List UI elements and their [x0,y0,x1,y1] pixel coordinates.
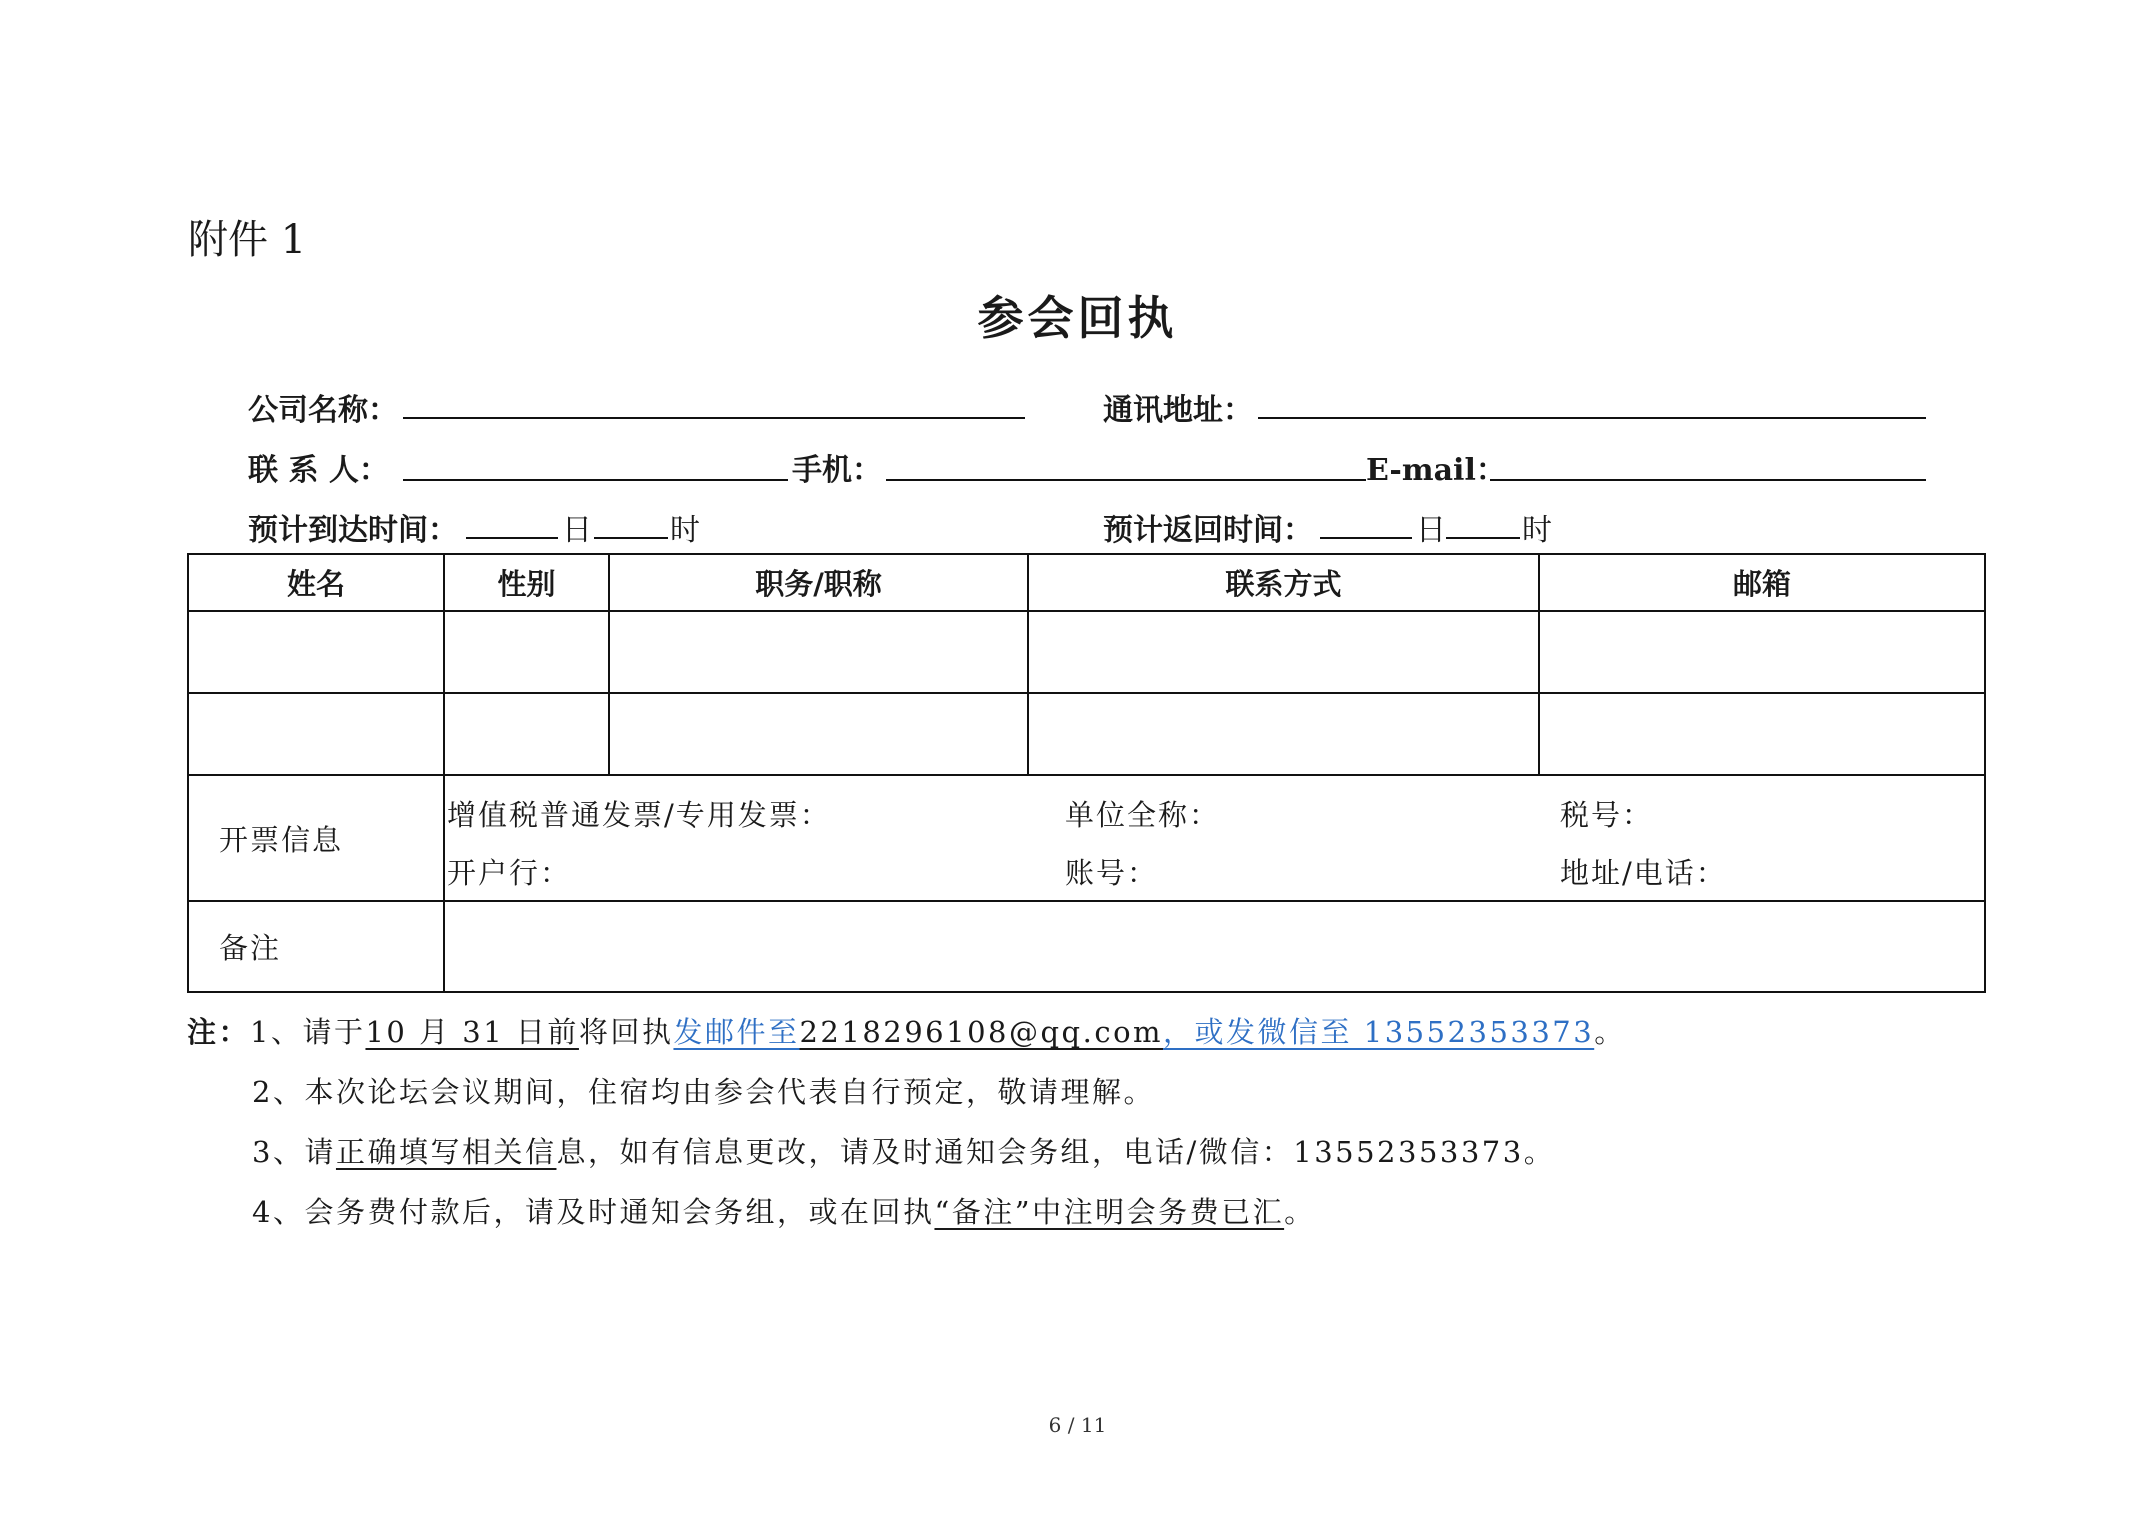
table-cell[interactable] [188,693,444,775]
arrival-hour-unit: 时 [670,513,700,548]
note-1 [187,1002,1626,1062]
table-cell[interactable] [444,611,609,693]
email-field[interactable] [1490,479,1926,481]
address-label: 通讯地址： [1103,393,1253,428]
arrival-hour-field[interactable] [594,537,668,539]
remarks-cell[interactable] [444,901,1985,992]
arrival-day-unit: 日 [562,513,592,548]
company-name-label: 公司名称： [248,393,398,428]
note-4-text: 4、会务费付款后，请及时通知会务组，或在回执 [252,1195,935,1229]
table-cell[interactable] [609,693,1028,775]
return-hour-unit: 时 [1522,513,1552,548]
registration-table [187,553,1986,993]
header-email: 邮箱 [1539,554,1985,611]
invoice-type-label: 增值税普通发票/专用发票： [447,798,831,832]
invoice-info-label: 开票信息 [188,775,444,901]
address-phone-label: 地址/电话： [1560,856,1727,890]
email-link-text[interactable]: 发邮件至 [673,1015,800,1049]
arrival-time-label: 预计到达时间： [248,513,458,548]
mobile-label: 手机： [792,453,882,488]
email-address[interactable]: 2218296108@qq.com [799,1015,1164,1049]
note-1-date: 10 月 31 日前 [365,1015,579,1049]
arrival-day-field[interactable] [466,537,558,539]
mobile-field[interactable] [886,479,1366,481]
attachment-label: 附件 1 [188,217,307,263]
note-1-end: 。 [1594,1015,1626,1049]
note-3-text: 3、请 [252,1135,336,1169]
notes-section [187,1002,1626,1242]
note-3-underlined: 正确填写相关信 [335,1135,557,1169]
remarks-label: 备注 [188,901,444,992]
header-title: 职务/职称 [609,554,1028,611]
bank-label: 开户行： [447,856,572,890]
table-cell[interactable] [1539,611,1985,693]
tax-number-label: 税号： [1560,798,1654,832]
account-label: 账号： [1065,856,1159,890]
note-1-text: 1、请于 [250,1015,366,1049]
email-label: E-mail： [1366,453,1506,488]
unit-name-label: 单位全称： [1065,798,1221,832]
table-cell[interactable] [444,693,609,775]
table-cell[interactable] [1028,611,1539,693]
page-number: 6 / 11 [1048,1413,1107,1437]
table-row [188,611,1985,693]
address-field[interactable] [1258,417,1926,419]
company-name-field[interactable] [403,417,1025,419]
page-title: 参会回执 [977,291,1178,345]
notes-prefix: 注： [187,1015,251,1049]
table-cell[interactable] [609,611,1028,693]
wechat-link-text[interactable]: ，或发微信至 13552353373 [1163,1015,1595,1049]
return-time-label: 预计返回时间： [1103,513,1313,548]
table-cell[interactable] [1028,693,1539,775]
note-3 [187,1122,1626,1182]
note-2: 2、本次论坛会议期间，住宿均由参会代表自行预定，敬请理解。 [252,1075,1155,1109]
invoice-info-cell[interactable] [444,775,1985,901]
header-name: 姓名 [188,554,444,611]
contact-person-field[interactable] [403,479,788,481]
header-gender: 性别 [444,554,609,611]
note-4-underlined: “备注”中注明会务费已汇 [934,1195,1285,1229]
return-day-unit: 日 [1416,513,1446,548]
return-hour-field[interactable] [1446,537,1520,539]
table-row [188,693,1985,775]
note-3-text-b: 息，如有信息更改，请及时通知会务组，电话/微信：13552353373。 [556,1135,1556,1169]
table-cell[interactable] [1539,693,1985,775]
note-1-text-b: 将回执 [578,1015,674,1049]
return-day-field[interactable] [1320,537,1412,539]
note-4 [187,1182,1626,1242]
contact-person-label: 联 系 人： [248,453,389,488]
table-cell[interactable] [188,611,444,693]
header-contact: 联系方式 [1028,554,1539,611]
note-4-end: 。 [1284,1195,1316,1229]
